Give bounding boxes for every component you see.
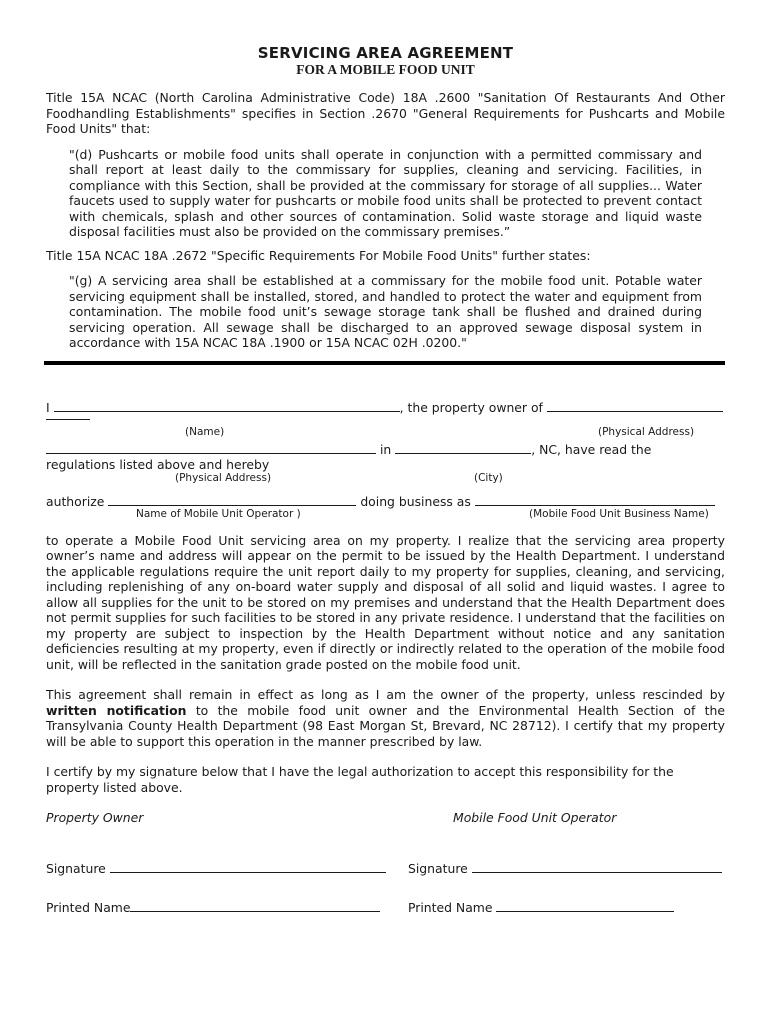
owner-form [46,399,725,529]
i-label: I [46,399,50,415]
city-caption: (City) [474,471,503,484]
physical-address-caption: (Physical Address) [598,425,695,438]
business-caption: (Mobile Food Unit Business Name) [529,507,709,520]
owner-printed-name-field[interactable] [130,899,380,912]
operator-heading: Mobile Food Unit Operator [453,810,617,825]
business-name-field[interactable] [475,493,715,506]
physical-address-caption-2: (Physical Address) [175,471,272,484]
name-caption: (Name) [185,425,225,438]
operator-printed-name-label: Printed Name [408,900,493,915]
operator-signature-label: Signature [408,861,468,876]
operator-printed-name-field[interactable] [496,899,674,912]
physical-address-field[interactable] [547,399,723,412]
in-label: in [379,441,392,457]
physical-address-line-2-field[interactable] [46,441,376,454]
document-title: SERVICING AREA AGREEMENT [257,44,514,62]
owner-name-field[interactable] [54,399,400,412]
owner-signature-label: Signature [46,861,106,876]
owner-signature-field[interactable] [110,860,386,873]
doing-business-as-label: doing business as [360,493,471,509]
further-states-paragraph: Title 15A NCAC 18A .2672 "Specific Requirements For Mobile Food Units" further states: [46,247,591,263]
property-owner-of-label: , the property owner of [399,399,543,415]
city-field[interactable] [395,441,531,454]
nc-have-read-label: , NC, have read the [531,441,652,457]
physical-address-field-continued[interactable] [46,407,90,420]
authorize-label: authorize [46,493,105,509]
signature-section [46,810,725,920]
intro-paragraph: Title 15A NCAC (North Carolina Administrative Code) 18A .2600 "Sanitation Of Restaurants And Other Foodhandling Establishments" specifies in Section .2670 "General Requirements for Pushcarts and Mobile Food Units" that: [46,90,725,136]
section-divider [44,361,725,365]
regulation-quote-d: "(d) Pushcarts or mobile food units shall operate in conjunction with a permitted commissary and shall report at least daily to the commissary for supplies, cleaning and servicing. Facilities, in compliance with this Section, shall be provided at the commissary for storage of all supplies... Water faucets used to supply water for pushcarts or mobile food units shall be protected to prevent contact with chemicals, splash and other sources of contamination. Solid waste storage and liquid waste disposal facilities must also be provided on the commissary premises.” [69,146,702,239]
agreement-body-paragraph: to operate a Mobile Food Unit servicing area on my property. I realize that the servicing area property owner’s name and address will appear on the permit to be issued by the Health Department. I understand the applicable regulations require the unit report daily to my property for supplies, cleaning, and servicing, including replenishing of any on-board water supply and disposal of all solid and liquid wastes. I agree to allow all supplies for the unit to be stored on my premises and understand that the Health Department does not permit supplies for such facilities to be stored in any private residence. I understand that the facilities on my property are subject to inspection by the Health Department without notice and any sanitation deficiencies resulting at my property, even if directly or indirectly related to the operation of the mobile food unit, will be reflected in the sanitation grade posted on the mobile food unit. [46,532,725,672]
owner-printed-name-label: Printed Name [46,900,131,915]
property-owner-heading: Property Owner [46,810,144,825]
regulation-quote-g: "(g) A servicing area shall be established at a commissary for the mobile food unit. Potable water servicing equipment shall be installed, stored, and handled to protect the water and equipment from contamination. The mobile food unit’s sewage storage tank shall be flushed and drained during servicing operation. All sewage shall be discharged to an approved sewage disposal system in accordance with 15A NCAC 18A .1900 or 15A NCAC 02H .0200." [69,273,702,350]
operator-caption: Name of Mobile Unit Operator ) [136,507,301,520]
effect-paragraph [46,687,725,749]
effect-paragraph-end: to the mobile food unit owner and the Environmental Health Section of the Transylvania County Health Department (98 East Morgan St, Brevard, NC 28712). I certify that my property will be able to support this operation in the manner prescribed by law. [46,702,725,749]
document-subtitle: FOR A MOBILE FOOD UNIT [296,62,475,77]
operator-signature-field[interactable] [472,860,722,873]
certify-paragraph: I certify by my signature below that I have the legal authorization to accept this responsibility for the property listed above. [46,764,674,795]
effect-paragraph-start: This agreement shall remain in effect as long as I am the owner of the property, unless rescinded by [46,687,725,702]
operator-name-field[interactable] [108,493,356,506]
regulations-line: regulations listed above and hereby [46,456,270,472]
agreement-page [46,44,725,920]
written-notification-emphasis: written notification [46,702,187,718]
